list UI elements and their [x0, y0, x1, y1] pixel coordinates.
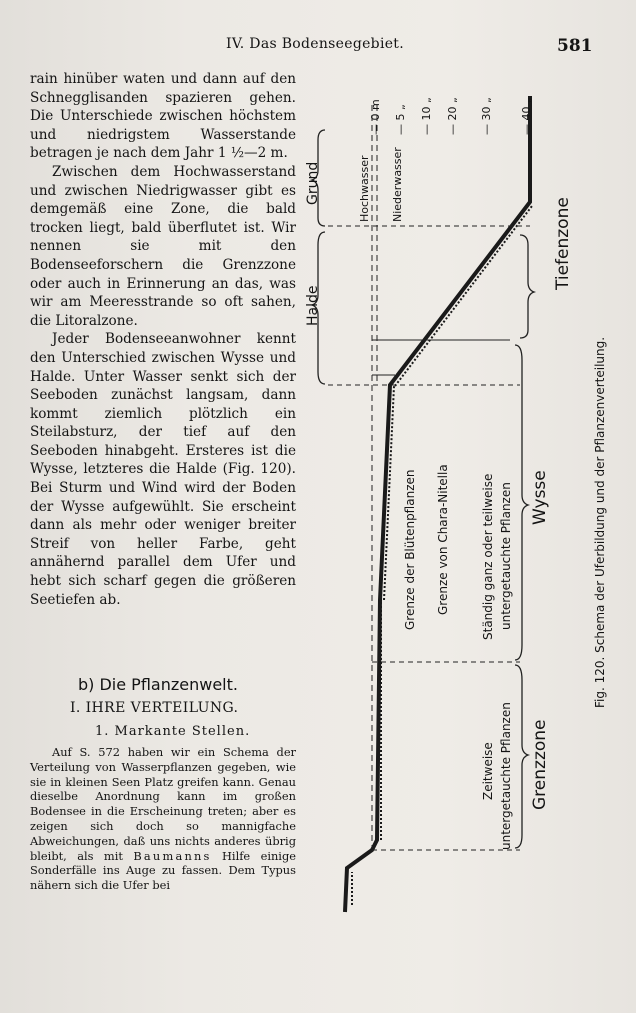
zone-label-grund: Grund: [305, 161, 321, 205]
boundary-label: Grenze der Blütenpflanzen: [403, 469, 417, 630]
section-heading: b) Die Pflanzenwelt.: [78, 675, 238, 694]
low-water-label: Niederwasser: [391, 147, 404, 222]
zone-label-tiefenzone: Tiefenzone: [553, 197, 573, 290]
paragraph: Jeder Bodenseeanwohner kennt den Unterschied zwischen Wysse und Halde. Unter Wasser senkt sich der Seeboden zunächst langsam, dann kommt ziemlich plötzlich ein Steilabsturz, der tief auf den Seeboden hinabgeht. Ersteres ist die Wysse, letzteres die Halde (Fig. 120). Bei Sturm und Wind wird der Boden der Wysse aufgewühlt. Sie erscheint dann als mehr oder weniger breiter Streif von heller Farbe, geht annähernd parallel dem Ufer und hebt sich scharf gegen die größeren Seetiefen ab.: [30, 331, 296, 608]
zone-label-grenzzone: Grenzzone: [530, 719, 550, 810]
running-title: IV. Das Bodenseegebiet.: [226, 36, 404, 52]
plant-group-label: Zeitweise: [481, 742, 495, 800]
depth-label: — 10 „: [420, 97, 433, 135]
text-run: Auf S. 572 haben wir ein Schema der Verteilung von Wasserpflanzen gegeben, wie sie in kleinen Seen Platz greifen kann. Genau dieselbe Anordnung kann im großen Bodensee in die Erscheinung treten; aber es zeigen sich doch so mannigfache Abweichungen, daß uns nichts anderes übrig bleibt, als mit: [30, 745, 296, 863]
text-run: Hilfe einige Sonderfälle ins Auge zu fassen. Dem Typus nähern sich die Ufer bei: [30, 848, 296, 893]
plant-group-label: untergetauchte Pflanzen: [499, 702, 513, 850]
page-number: 581: [557, 36, 593, 56]
paragraph: rain hinüber waten und dann auf den Schnegglisanden spazieren gehen. Die Unterschiede zwischen höchstem und niedrigstem Wasserstande betragen je nach dem Jahr 1 ½—2 m.: [30, 71, 296, 162]
paragraph: Zwischen dem Hochwasserstand und zwischen Niedrigwasser gibt es demgemäß eine Zone, die bald trocken liegt, bald überflutet ist. Wir nennen sie mit den Bodenseeforschern die Grenzzone oder auch in Erinnerung an das, was wir am Meeresstrande so oft sahen, die Litoralzone.: [30, 163, 296, 329]
figure-caption: Fig. 120. Schema der Uferbildung und der Pflanzenverteilung.: [593, 336, 607, 708]
brace-tiefenzone: [520, 235, 534, 338]
depth-label: — 20 „: [446, 97, 459, 135]
boundary-label: Grenze von Chara-Nitella: [436, 464, 450, 615]
high-water-label: Hochwasser: [358, 155, 371, 222]
plant-group-label: Ständig ganz oder teilweise: [481, 473, 495, 640]
zone-label-halde: Halde: [305, 285, 321, 326]
plant-group-label: untergetauchte Pflanzen: [499, 482, 513, 630]
depth-label: — 0 m: [369, 99, 382, 135]
subsection-heading: I. IHRE VERTEILUNG.: [70, 700, 239, 716]
brace-grenzzone: [515, 665, 528, 848]
brace-wysse: [515, 345, 528, 660]
depth-label: — 5 „: [394, 104, 407, 135]
author-name: Baumanns: [133, 848, 212, 863]
depth-label: — 30 „: [480, 97, 493, 135]
zone-label-wysse: Wysse: [530, 470, 550, 525]
depth-label: — 40 „: [520, 97, 533, 135]
subsubsection-heading: 1. Markante Stellen.: [95, 724, 251, 739]
